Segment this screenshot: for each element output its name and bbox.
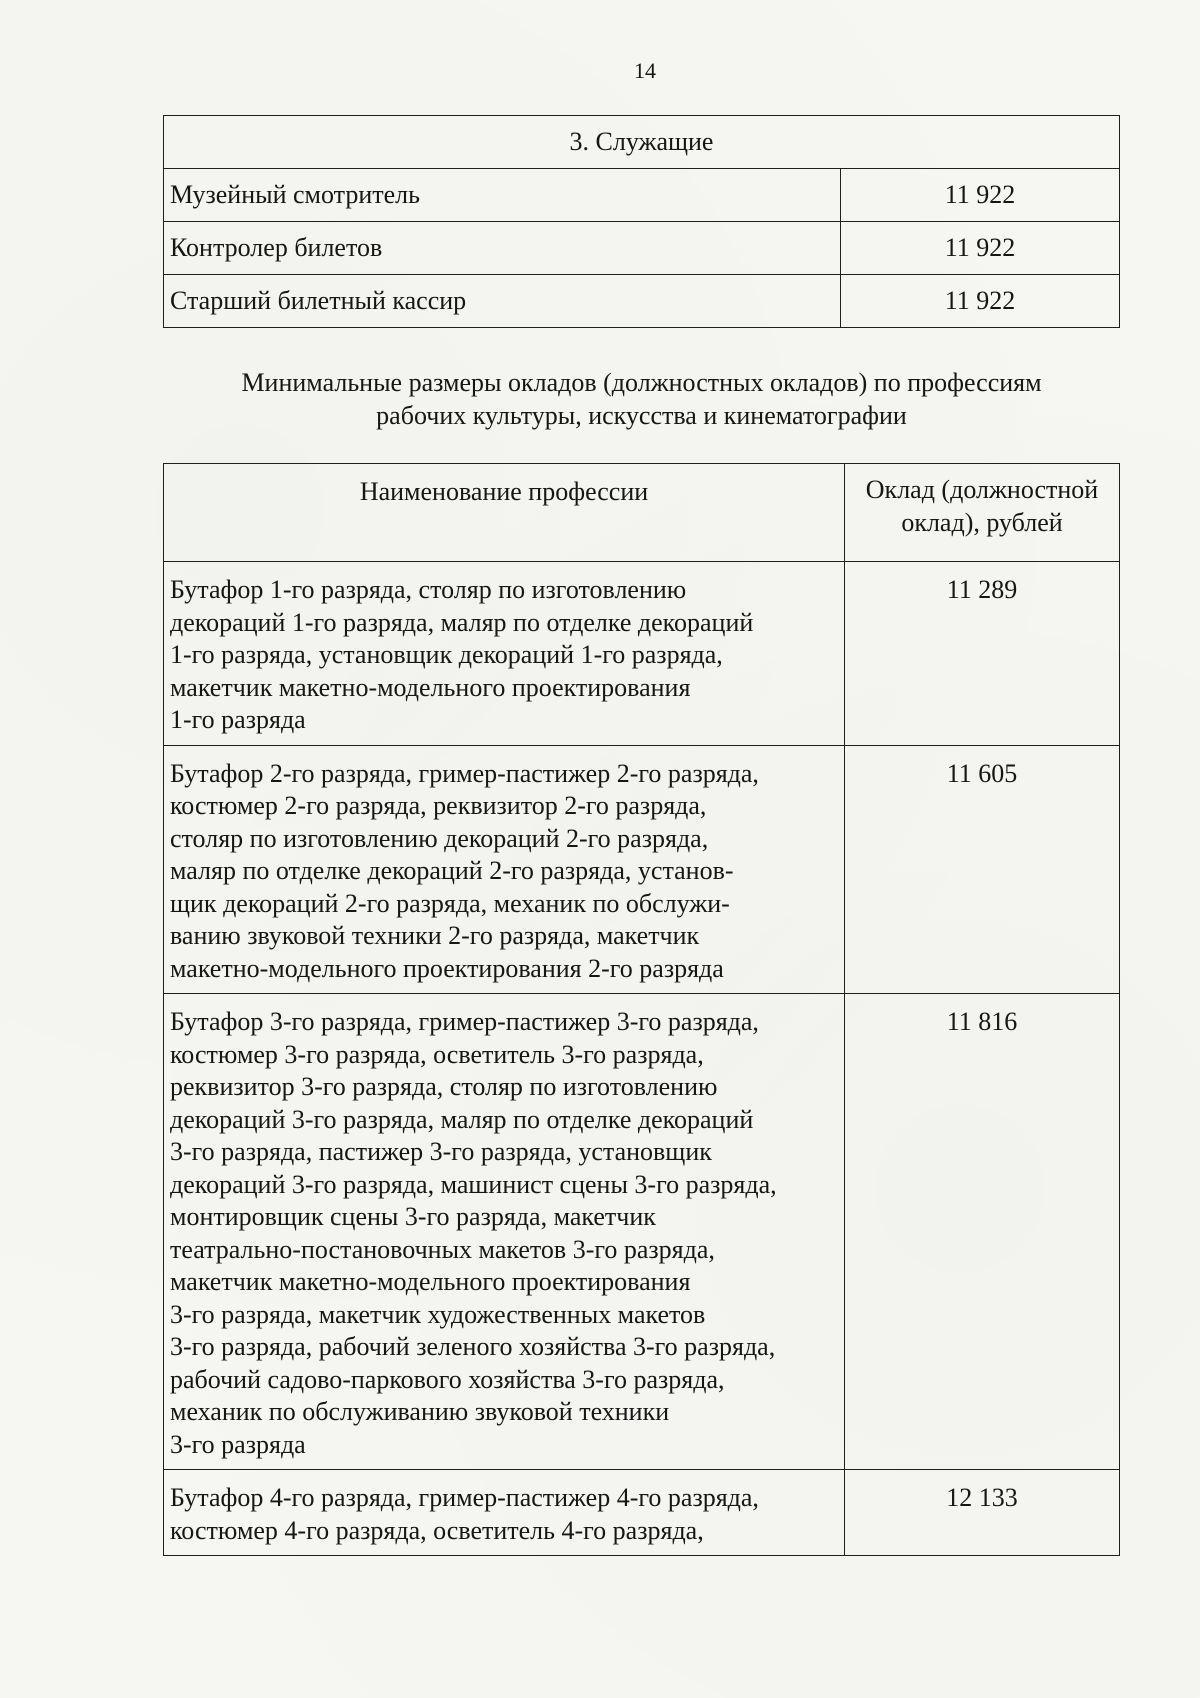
table-row	[164, 1470, 1120, 1556]
position-name: Контролер билетов	[164, 222, 841, 275]
profession-line: Бутафор 1-го разряда, столяр по изготовлению	[170, 575, 687, 604]
salary-value: 11 922	[841, 169, 1120, 222]
table-header-row	[164, 464, 1120, 562]
profession-line: Бутафор 4-го разряда, гример-пастижер 4-го разряда,	[170, 1483, 759, 1512]
salary-value: 11 605	[845, 745, 1120, 994]
profession-line: костюмер 3-го разряда, осветитель 3-го разряда,	[170, 1039, 704, 1069]
profession-line: макетно-модельного проектирования 2-го разряда	[170, 953, 724, 983]
salary-value: 12 133	[845, 1470, 1120, 1556]
profession-line: щик декораций 2-го разряда, механик по обслужи-	[170, 888, 730, 918]
table-row	[164, 745, 1120, 994]
section-title	[163, 367, 1120, 432]
profession-line: Бутафор 2-го разряда, гример-пастижер 2-го разряда,	[170, 758, 759, 788]
profession-line: Бутафор 3-го разряда, гример-пастижер 3-го разряда,	[170, 1007, 759, 1036]
profession-line: костюмер 4-го разряда, осветитель 4-го разряда,	[170, 1515, 704, 1545]
profession-line: декораций 3-го разряда, маляр по отделке декораций	[170, 1104, 754, 1134]
section-heading: 3. Служащие	[164, 116, 1120, 169]
column-header-profession: Наименование профессии	[164, 464, 845, 562]
profession-line: 1-го разряда	[170, 705, 306, 734]
column-header-salary	[845, 464, 1120, 562]
profession-cell	[164, 745, 845, 994]
salary-value: 11 816	[845, 994, 1120, 1470]
profession-cell	[164, 1470, 845, 1556]
page-number: 14	[634, 58, 656, 83]
profession-line: ванию звуковой техники 2-го разряда, макетчик	[170, 921, 700, 950]
salary-value: 11 922	[841, 222, 1120, 275]
profession-line: 3-го разряда, пастижер 3-го разряда, установщик	[170, 1137, 712, 1166]
profession-cell	[164, 562, 845, 746]
section-title-line: рабочих культуры, искусства и кинематографии	[376, 400, 907, 430]
profession-line: костюмер 2-го разряда, реквизитор 2-го разряда,	[170, 791, 707, 820]
column-header-salary-line: Оклад (должностной	[865, 475, 1099, 504]
table-row	[164, 275, 1120, 328]
profession-line: 3-го разряда, рабочий зеленого хозяйства 3-го разряда,	[170, 1332, 776, 1361]
profession-line: 3-го разряда, макетчик художественных макетов	[170, 1299, 706, 1329]
profession-line: монтировщик сцены 3-го разряда, макетчик	[170, 1202, 656, 1231]
table-section-row	[164, 116, 1120, 169]
profession-line: 1-го разряда, установщик декораций 1-го разряда,	[170, 640, 723, 669]
position-name: Музейный смотритель	[164, 169, 841, 222]
table-row	[164, 994, 1120, 1470]
table-row	[164, 562, 1120, 746]
employees-salary-table	[163, 115, 1120, 328]
profession-line: макетчик макетно-модельного проектирования	[170, 672, 691, 702]
salary-value: 11 922	[841, 275, 1120, 328]
workers-salary-table	[163, 463, 1120, 1556]
profession-cell	[164, 994, 845, 1470]
profession-line: механик по обслуживанию звуковой техники	[170, 1397, 670, 1426]
column-header-salary-line: оклад), рублей	[901, 507, 1063, 537]
profession-line: декораций 1-го разряда, маляр по отделке декораций	[170, 607, 754, 637]
profession-line: макетчик макетно-модельного проектирования	[170, 1267, 691, 1296]
profession-line: 3-го разряда	[170, 1429, 306, 1459]
profession-line: столяр по изготовлению декораций 2-го разряда,	[170, 823, 709, 853]
section-title-line: Минимальные размеры окладов (должностных окладов) по профессиям	[241, 368, 1042, 397]
profession-line: декораций 3-го разряда, машинист сцены 3-го разряда,	[170, 1169, 777, 1199]
profession-line: театрально-постановочных макетов 3-го разряда,	[170, 1234, 715, 1264]
profession-line: рабочий садово-паркового хозяйства 3-го разряда,	[170, 1364, 725, 1394]
position-name: Старший билетный кассир	[164, 275, 841, 328]
profession-line: реквизитор 3-го разряда, столяр по изготовлению	[170, 1072, 718, 1101]
salary-value: 11 289	[845, 562, 1120, 746]
table-row	[164, 169, 1120, 222]
table-row	[164, 222, 1120, 275]
profession-line: маляр по отделке декораций 2-го разряда, установ-	[170, 856, 734, 885]
